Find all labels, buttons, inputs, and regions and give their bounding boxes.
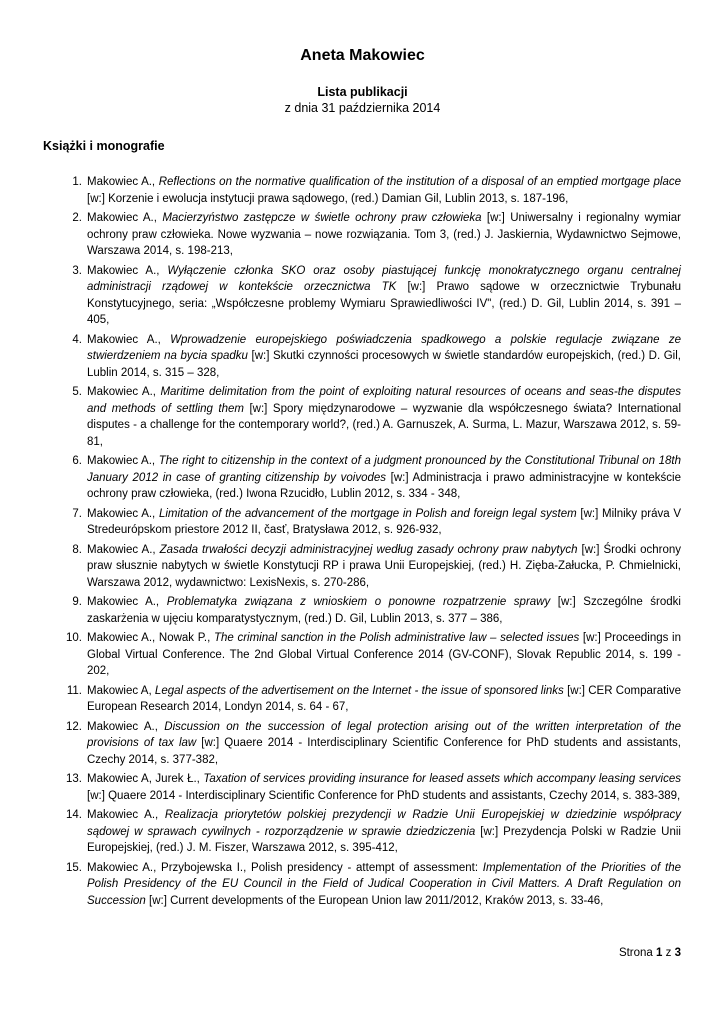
author-name: Aneta Makowiec	[300, 47, 425, 64]
item-authors: Makowiec A.,	[87, 264, 168, 277]
item-title: Wyłączenie członka SKO oraz osoby piastującej funkcję monokratycznego organu centralnej administracji rządowej w kontekście orzecznictwa TK	[87, 264, 681, 293]
item-details: [w:] Current developments of the European Union law 2011/2012, Kraków 2013, s. 33-46,	[145, 894, 604, 907]
item-title: The right to citizenship in the context of a judgment pronounced by the Constitutional Tribunal on 18th January 2012 in case of granting citizenship by voivodes	[87, 455, 682, 484]
footer-separator: z	[665, 947, 672, 959]
item-title: Maritime delimitation from the point of exploiting natural resources of oceans and seas-the disputes and methods of settling them	[87, 386, 681, 415]
item-details: [w:] CER Comparative European Research 2014, Londyn 2014, s. 64 - 67,	[87, 684, 682, 713]
publication-item	[0, 263, 725, 329]
item-title: Macierzyństwo zastępcze w świetle ochrony praw człowieka	[162, 212, 482, 224]
item-number: 14 .	[52, 807, 82, 824]
item-number: 11 .	[52, 683, 82, 700]
item-authors: Makowiec A.,	[87, 809, 165, 821]
item-number: 7 .	[52, 506, 82, 523]
item-details: [w:] Środki ochrony praw słusznie nabytych w świetle Konstytucji RP i prawa Unii Europejskiej, (red.) H. Zięba-Załucka, P. Chmielnicki, Warszawa 2012, wydawnictwo: LexisNexis, s. 270-286,	[87, 543, 682, 589]
item-authors: Makowiec A, Jurek Ł.,	[87, 773, 204, 785]
publication-item	[0, 683, 725, 716]
publication-item	[0, 542, 725, 592]
item-details: [w:] Administracja i prawo administracyjne w kontekście ochrony praw człowieka, (red.) Iwona Rzucidło, Lublin 2012, s. 334 - 348,	[87, 471, 681, 500]
footer-label: Strona	[618, 947, 653, 959]
item-number: 1 .	[52, 174, 82, 191]
item-authors: Makowiec A.,	[87, 596, 167, 608]
item-details: [w:] Milniky práva V Stredeurópskom priestore 2012 II, časť, Bratysława 2012, s. 926-932,	[87, 507, 682, 536]
publication-item	[0, 453, 725, 503]
item-title: Reflections on the normative qualification of the institution of a disposal of an emptied mortgage place	[158, 176, 681, 188]
publication-list	[0, 174, 725, 912]
item-authors: Makowiec A.,	[87, 176, 159, 188]
item-title: Discussion on the succession of legal protection arising out of the written interpretation of the provisions of tax law	[87, 720, 681, 749]
publication-item	[0, 332, 725, 382]
item-title: Taxation of services providing insurance for leased assets which accompany leasing services	[203, 773, 681, 785]
publication-item	[0, 174, 725, 207]
item-title: Limitation of the advancement of the mortgage in Polish and foreign legal system	[158, 507, 577, 520]
item-details: [w:] Quaere 2014 - Interdisciplinary Scientific Conference for PhD students and assistants, Czechy 2014, s. 383-389,	[87, 789, 681, 802]
item-details: [w:] Prezydencja Polski w Radzie Unii Europejskiej, (red.) J. M. Fiszer, Warszawa 2012, s. 395-412,	[87, 825, 681, 854]
item-details: [w:] Proceedings in Global Virtual Conference. The 2nd Global Virtual Conference 2014 (GV-CONF), Slovak Republic 2014, s. 199 - 202,	[87, 632, 681, 677]
item-authors: Makowiec A.,	[87, 507, 159, 520]
item-details: [w:] Korzenie i ewolucja instytucji prawa sądowego, (red.) Damian Gil, Lublin 2013, s. 187-196,	[87, 192, 569, 205]
date-line: z dnia 31 października 2014	[284, 101, 441, 115]
item-number: 13 .	[52, 771, 82, 788]
publication-item	[0, 807, 725, 857]
item-authors: Makowiec A., Przybojewska I., Polish presidency - attempt of assessment:	[87, 861, 483, 874]
item-title: Zasada trwałości decyzji administracyjnej według zasady ochrony praw nabytych	[159, 543, 578, 556]
section-title: Książki i monografie	[43, 139, 165, 153]
footer-total-pages: 3	[674, 947, 681, 959]
publication-item	[0, 860, 725, 910]
publication-item	[0, 210, 725, 260]
item-details: [w:] Skutki czynności procesowych w świetle standardów europejskich, (red.) D. Gil, Lublin 2014, s. 315 – 328,	[87, 350, 681, 379]
item-authors: Makowiec A.,	[87, 386, 161, 398]
item-number: 2 .	[52, 210, 82, 227]
page-footer	[619, 947, 681, 959]
item-title: Legal aspects of the advertisement on the Internet - the issue of sponsored links	[154, 684, 564, 697]
item-authors: Makowiec A.,	[87, 720, 165, 733]
item-title: Problematyka związana z wnioskiem o ponowne rozpatrzenie sprawy	[166, 596, 551, 608]
publication-item	[0, 506, 725, 539]
item-title: Implementation of the Priorities of the Polish Presidency of the EU Council in the Field of Judical Cooperation in Civil Matters. A Draft Regulation on Succession	[87, 861, 681, 907]
item-title: The criminal sanction in the Polish administrative law – selected issues	[213, 632, 580, 644]
item-authors: Makowiec A,	[87, 684, 155, 697]
item-details: [w:] Spory międzynarodowe – wyzwanie dla współczesnego świata? International disputes - a challenge for the contemporary world?, (red.) A. Garnuszek, A. Surma, L. Mazur, Warszawa 2012, s. 59- 81,	[87, 402, 682, 448]
item-number: 12 .	[52, 719, 82, 736]
item-authors: Makowiec A.,	[87, 543, 160, 556]
item-details: [w:] Uniwersalny i regionalny wymiar ochrony praw człowieka. Nowe wyzwania – nowe rozwiązania. Tom 3, (red.) J. Jaskiernia, Wydawnictwo Sejmowe, Warszawa 2014, s. 198-213,	[87, 212, 681, 257]
item-authors: Makowiec A.,	[87, 333, 171, 346]
item-number: 5 .	[52, 384, 82, 401]
item-details: [w:] Prawo sądowe w orzecznictwie Trybunału Konstytucyjnego, seria: „Współczesne problemy Wymiaru Sprawiedliwości IV", (red.) D. Gil, Lublin 2014, s. 391 – 405,	[87, 281, 681, 326]
item-title: Realizacja priorytetów polskiej prezydencji w Radzie Unii Europejskiej w dziedzinie współpracy sądowej w sprawach cywilnych - rozporządzenie w sprawie dziedziczenia	[87, 809, 681, 838]
item-authors: Makowiec A.,	[87, 455, 159, 467]
publication-item	[0, 630, 725, 680]
publication-item	[0, 719, 725, 769]
footer-current-page: 1	[656, 947, 663, 959]
item-title: Wprowadzenie europejskiego poświadczenia spadkowego a polskie regulacje związane ze stwierdzeniem na bycia spadku	[87, 333, 681, 362]
item-number: 8 .	[52, 542, 82, 559]
item-number: 10 .	[52, 630, 82, 647]
item-authors: Makowiec A., Nowak P.,	[87, 632, 214, 644]
publication-item	[0, 384, 725, 450]
item-number: 4 .	[52, 332, 82, 349]
publication-item	[0, 771, 725, 804]
list-title: Lista publikacji	[317, 85, 408, 99]
publication-item	[0, 594, 725, 627]
item-number: 9 .	[52, 594, 82, 611]
item-number: 3 .	[52, 263, 82, 280]
item-number: 6 .	[52, 453, 82, 470]
item-details: [w:] Quaere 2014 - Interdisciplinary Scientific Conference for PhD students and assistants, Czechy 2014, s. 377-382,	[87, 737, 682, 766]
item-details: [w:] Szczególne środki zaskarżenia w ujęciu komparatystycznym, (red.) D. Gil, Lublin 2013, s. 377 – 386,	[87, 596, 681, 625]
item-number: 15 .	[52, 860, 82, 877]
item-authors: Makowiec A.,	[87, 212, 163, 224]
